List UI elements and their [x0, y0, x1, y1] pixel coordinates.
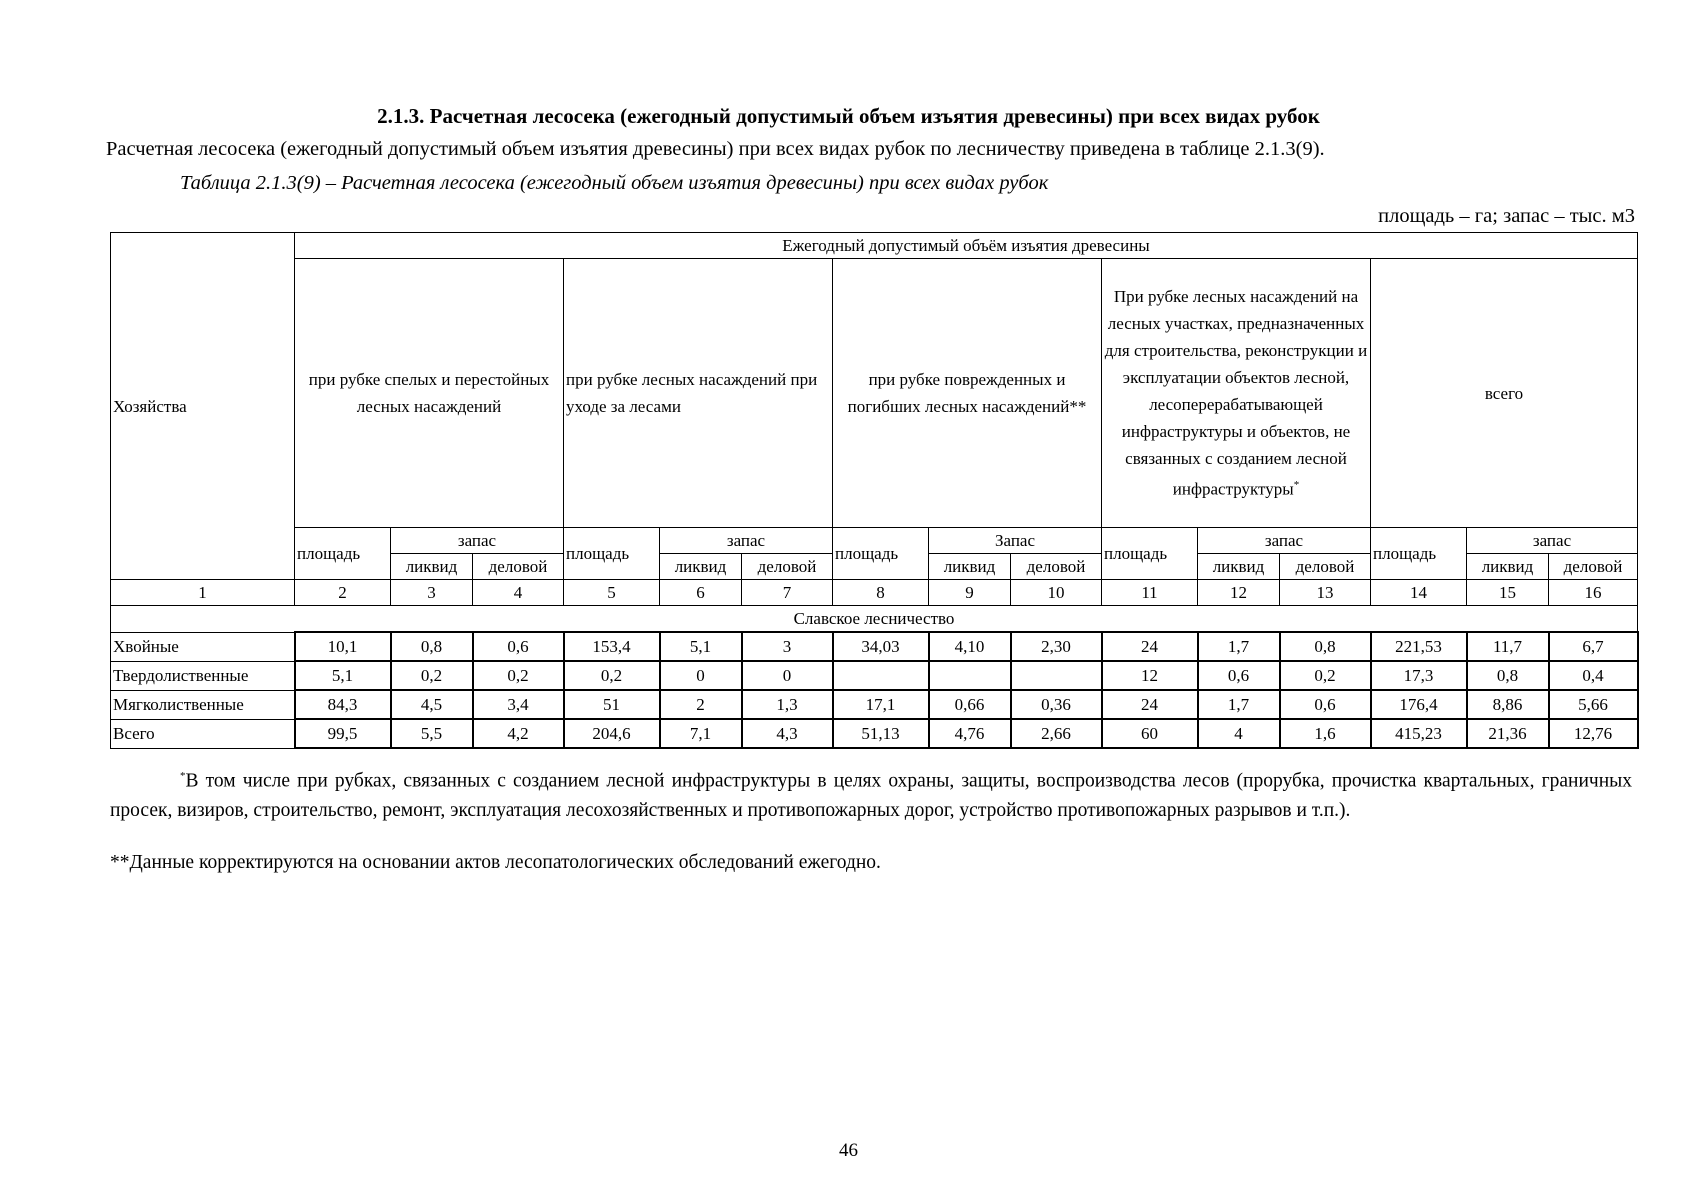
footnote-1-marker: *: [180, 770, 186, 782]
row-label: Мягколиственные: [111, 690, 295, 719]
table-cell: 24: [1102, 632, 1198, 661]
table-cell: 0,8: [391, 632, 473, 661]
subheader-business: деловой: [742, 554, 833, 580]
table-cell: 12,76: [1549, 719, 1638, 748]
column-number: 5: [564, 580, 660, 606]
table-cell: [833, 661, 929, 690]
table-row: [111, 661, 1638, 690]
table-cell: 221,53: [1371, 632, 1467, 661]
table-cell: 3: [742, 632, 833, 661]
subheader-area: площадь: [564, 528, 660, 580]
subheader-stock: запас: [1198, 528, 1371, 554]
group-header-thinning: при рубке лесных насаждений при уходе за лесами: [564, 259, 833, 528]
table-row: [111, 719, 1638, 748]
column-number: 12: [1198, 580, 1280, 606]
table-cell: 0,8: [1280, 632, 1371, 661]
subheader-business: деловой: [1549, 554, 1638, 580]
table-cell: 153,4: [564, 632, 660, 661]
table-cell: 51,13: [833, 719, 929, 748]
subheader-stock: запас: [660, 528, 833, 554]
table-cell: 2,66: [1011, 719, 1102, 748]
subheader-liquid: ликвид: [929, 554, 1011, 580]
table-cell: 0,8: [1467, 661, 1549, 690]
subheader-area: площадь: [833, 528, 929, 580]
table-cell: 17,1: [833, 690, 929, 719]
table-cell: 0,2: [391, 661, 473, 690]
subheader-stock: запас: [1467, 528, 1638, 554]
column-number: 11: [1102, 580, 1198, 606]
subheader-liquid: ликвид: [391, 554, 473, 580]
table-cell: 0,6: [1280, 690, 1371, 719]
table-cell: 11,7: [1467, 632, 1549, 661]
table-cell: 7,1: [660, 719, 742, 748]
table-cell: [929, 661, 1011, 690]
group-header-main: Ежегодный допустимый объём изъятия древесины: [295, 233, 1638, 259]
table-cell: 24: [1102, 690, 1198, 719]
footnote-1-text: В том числе при рубках, связанных с созданием лесной инфраструктуры в целях охраны, защиты, воспроизводства лесов (прорубка, прочистка квартальных, граничных просек, визиров, строительство, ремонт, эксплуатация лесохозяйственных и противопожарных дорог, устройство противопожарных разрывов и т.п.).: [110, 770, 1632, 821]
subheader-liquid: ликвид: [1198, 554, 1280, 580]
table-cell: 8,86: [1467, 690, 1549, 719]
table-cell: 5,1: [660, 632, 742, 661]
table-cell: 84,3: [295, 690, 391, 719]
table-cell: 4,5: [391, 690, 473, 719]
table-cell: 34,03: [833, 632, 929, 661]
column-number: 7: [742, 580, 833, 606]
row-label: Хвойные: [111, 632, 295, 661]
footnote-marker: *: [1293, 479, 1300, 492]
subheader-business: деловой: [1011, 554, 1102, 580]
table-row: [111, 632, 1638, 661]
table-cell: 2: [660, 690, 742, 719]
harvest-table: [110, 232, 1639, 749]
table-cell: 0,6: [1198, 661, 1280, 690]
table-cell: 17,3: [1371, 661, 1467, 690]
table-cell: 0,6: [473, 632, 564, 661]
table-cell: 0,2: [564, 661, 660, 690]
section-row: Славское лесничество: [111, 606, 1638, 633]
subheader-area: площадь: [1102, 528, 1198, 580]
column-number: 14: [1371, 580, 1467, 606]
table-cell: 5,66: [1549, 690, 1638, 719]
table-cell: 0: [742, 661, 833, 690]
column-number: 4: [473, 580, 564, 606]
table-cell: 21,36: [1467, 719, 1549, 748]
section-heading: 2.1.3. Расчетная лесосека (ежегодный допустимый объем изъятия древесины) при всех видах рубок: [377, 104, 1320, 128]
table-cell: 5,1: [295, 661, 391, 690]
table-cell: 4,76: [929, 719, 1011, 748]
table-cell: 3,4: [473, 690, 564, 719]
table-cell: 1,3: [742, 690, 833, 719]
subheader-business: деловой: [473, 554, 564, 580]
column-number: 9: [929, 580, 1011, 606]
subheader-area: площадь: [295, 528, 391, 580]
table-cell: 51: [564, 690, 660, 719]
column-number: 8: [833, 580, 929, 606]
table-cell: 0,2: [1280, 661, 1371, 690]
table-cell: 1,7: [1198, 690, 1280, 719]
row-label: Твердолиственные: [111, 661, 295, 690]
page-number: 46: [839, 1140, 858, 1161]
table-row: [111, 690, 1638, 719]
subheader-area: площадь: [1371, 528, 1467, 580]
column-number: 15: [1467, 580, 1549, 606]
column-number: 13: [1280, 580, 1371, 606]
footnote-1: [110, 762, 1632, 825]
group-header-mature: при рубке спелых и перестойных лесных насаждений: [295, 259, 564, 528]
table-cell: 60: [1102, 719, 1198, 748]
units-note: площадь – га; запас – тыс. м3: [1378, 205, 1635, 227]
table-cell: 415,23: [1371, 719, 1467, 748]
subheader-liquid: ликвид: [660, 554, 742, 580]
table-cell: 6,7: [1549, 632, 1638, 661]
column-number: 2: [295, 580, 391, 606]
subheader-stock: запас: [391, 528, 564, 554]
table-cell: 0,66: [929, 690, 1011, 719]
table-cell: 4: [1198, 719, 1280, 748]
column-number-row: [111, 580, 1638, 606]
table-cell: 0,2: [473, 661, 564, 690]
table-cell: [1011, 661, 1102, 690]
table-cell: 0: [660, 661, 742, 690]
footnote-2: **Данные корректируются на основании актов лесопатологических обследований ежегодно.: [110, 852, 881, 873]
table-cell: 0,4: [1549, 661, 1638, 690]
table-cell: 99,5: [295, 719, 391, 748]
table-cell: 12: [1102, 661, 1198, 690]
column-number: 16: [1549, 580, 1638, 606]
intro-paragraph: Расчетная лесосека (ежегодный допустимый объем изъятия древесины) при всех видах рубок по лесничеству приведена в таблице 2.1.3(9).: [106, 138, 1325, 160]
subheader-stock: Запас: [929, 528, 1102, 554]
table-cell: 1,6: [1280, 719, 1371, 748]
table-cell: 0,36: [1011, 690, 1102, 719]
data-rows: [111, 632, 1638, 748]
column-number: 3: [391, 580, 473, 606]
col-header-farm: Хозяйства: [111, 233, 295, 580]
group-header-total: всего: [1371, 259, 1638, 528]
table-cell: 2,30: [1011, 632, 1102, 661]
group-header-damaged: при рубке поврежденных и погибших лесных насаждений**: [833, 259, 1102, 528]
column-number: 6: [660, 580, 742, 606]
subheader-liquid: ликвид: [1467, 554, 1549, 580]
row-label: Всего: [111, 719, 295, 748]
table-cell: 10,1: [295, 632, 391, 661]
column-number: 10: [1011, 580, 1102, 606]
group-header-construction-text: При рубке лесных насаждений на лесных участках, предназначенных для строительства, реконструкции и эксплуатации объектов лесной, лесоперерабатывающей инфраструктуры и объектов, не связанных с созданием лесной инфраструктуры: [1104, 287, 1368, 499]
table-cell: 176,4: [1371, 690, 1467, 719]
subheader-business: деловой: [1280, 554, 1371, 580]
table-cell: 204,6: [564, 719, 660, 748]
table-cell: 4,3: [742, 719, 833, 748]
table-cell: 4,2: [473, 719, 564, 748]
table-cell: 1,7: [1198, 632, 1280, 661]
table-caption: Таблица 2.1.3(9) – Расчетная лесосека (ежегодный объем изъятия древесины) при всех видах рубок: [180, 172, 1049, 194]
table-cell: 5,5: [391, 719, 473, 748]
column-number: 1: [111, 580, 295, 606]
group-header-construction: [1102, 259, 1371, 528]
table-cell: 4,10: [929, 632, 1011, 661]
